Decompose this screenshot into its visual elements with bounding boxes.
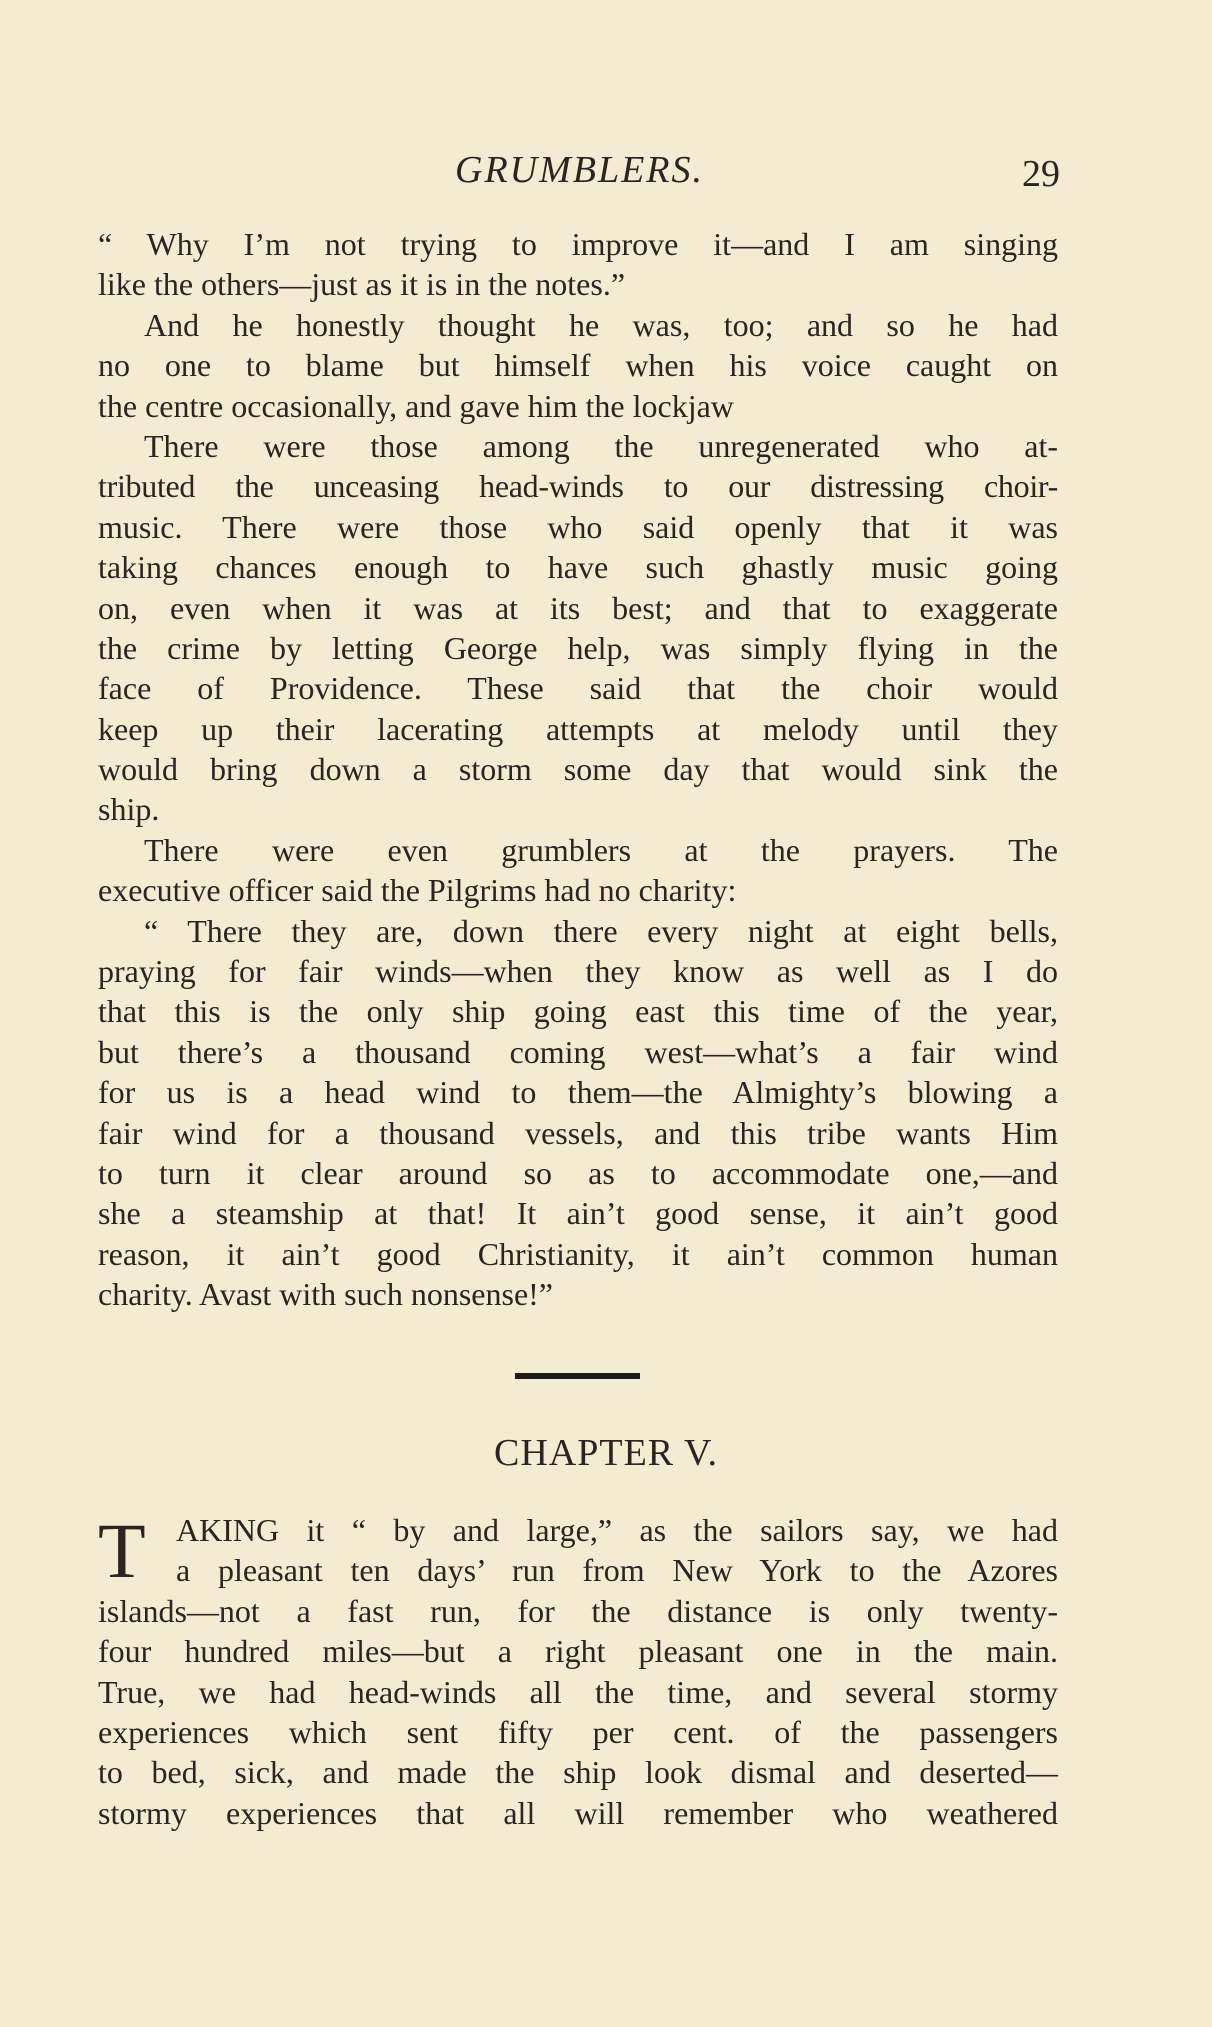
text-line: would bring down a storm some day that would sink the	[98, 751, 1058, 788]
text-line: music. There were those who said openly that it was	[98, 508, 1058, 545]
text-line: keep up their lacerating attempts at melody until they	[98, 710, 1058, 747]
chapter-body-text	[98, 1507, 1058, 1833]
section-divider	[515, 1373, 640, 1379]
text-line: “ There they are, down there every night at eight bells,	[144, 912, 1058, 949]
page-header	[0, 142, 1212, 194]
text-line: that this is the only ship going east this time of the year,	[98, 993, 1058, 1030]
text-line: islands—not a fast run, for the distance is only twenty-	[98, 1592, 1058, 1629]
text-line: for us is a head wind to them—the Almighty’s blowing a	[98, 1074, 1058, 1111]
body-text-section	[98, 224, 1058, 1315]
text-line: face of Providence. These said that the choir would	[98, 670, 1058, 707]
text-line: but there’s a thousand coming west—what’s a fair wind	[98, 1033, 1058, 1070]
text-line: to bed, sick, and made the ship look dismal and deserted—	[98, 1754, 1058, 1791]
text-line: on, even when it was at its best; and that to exaggerate	[98, 589, 1058, 626]
text-line: fair wind for a thousand vessels, and this tribe wants Him	[98, 1114, 1058, 1151]
text-line: There were those among the unregenerated who at-	[144, 427, 1058, 464]
text-line: ship.	[98, 791, 160, 828]
text-line: True, we had head-winds all the time, and several stormy	[98, 1673, 1058, 1710]
page-number: 29	[1022, 153, 1060, 195]
text-line: praying for fair winds—when they know as well as I do	[98, 953, 1058, 990]
text-line: to turn it clear around so as to accommodate one,—and	[98, 1154, 1058, 1191]
text-line: a pleasant ten days’ run from New York to the Azores	[176, 1552, 1058, 1589]
text-line: experiences which sent fifty per cent. of the passengers	[98, 1713, 1058, 1750]
text-line: charity. Avast with such nonsense!”	[98, 1276, 553, 1313]
text-line: taking chances enough to have such ghastly music going	[98, 549, 1058, 586]
drop-cap-letter: T	[98, 1507, 146, 1594]
text-line: executive officer said the Pilgrims had no charity:	[98, 872, 737, 909]
text-line: “ Why I’m not trying to improve it—and I am singing	[98, 226, 1058, 262]
text-line: reason, it ain’t good Christianity, it ain’t common human	[98, 1235, 1058, 1272]
text-line: no one to blame but himself when his voice caught on	[98, 347, 1058, 384]
text-line: four hundred miles—but a right pleasant one in the main.	[98, 1633, 1058, 1670]
running-head: GRUMBLERS.	[455, 149, 705, 191]
text-line: tributed the unceasing head-winds to our distressing choir-	[98, 468, 1058, 505]
text-line: she a steamship at that! It ain’t good sense, it ain’t good	[98, 1195, 1058, 1232]
text-line: like the others—just as it is in the notes.”	[98, 266, 626, 303]
text-line: the centre occasionally, and gave him the lockjaw	[98, 387, 734, 424]
text-line: AKING it “ by and large,” as the sailors say, we had	[176, 1512, 1058, 1548]
text-line: There were even grumblers at the prayers. The	[144, 831, 1058, 868]
chapter-heading: CHAPTER V.	[494, 1432, 718, 1474]
text-line: stormy experiences that all will remember who weathered	[98, 1794, 1058, 1831]
text-line: the crime by letting George help, was simply flying in the	[98, 629, 1058, 666]
text-line: And he honestly thought he was, too; and so he had	[144, 306, 1058, 343]
